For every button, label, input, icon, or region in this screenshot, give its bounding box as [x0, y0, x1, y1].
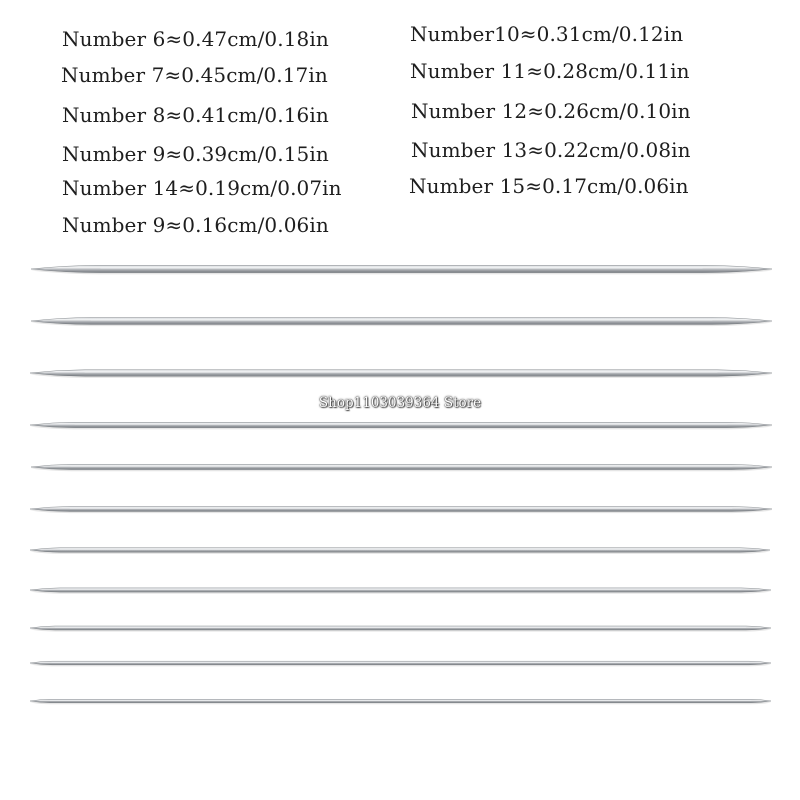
size-label-number-6: Number 6≈0.47cm/0.18in [62, 27, 329, 51]
knitting-needle-5 [31, 464, 772, 469]
knitting-needle-3 [30, 370, 772, 377]
size-label-number-7: Number 7≈0.45cm/0.17in [61, 63, 328, 87]
knitting-needle-4 [30, 422, 772, 428]
knitting-needle-7 [30, 548, 770, 553]
knitting-needle-9 [30, 626, 771, 630]
knitting-needle-11 [30, 699, 771, 702]
knitting-needle-2 [31, 318, 772, 325]
size-label-number-12: Number 12≈0.26cm/0.10in [411, 99, 691, 123]
knitting-needle-8 [30, 588, 771, 592]
size-label-number-9-small: Number 9≈0.16cm/0.06in [62, 213, 329, 237]
size-label-number-8: Number 8≈0.41cm/0.16in [62, 103, 329, 127]
knitting-needle-1 [31, 265, 772, 273]
size-label-number-11: Number 11≈0.28cm/0.11in [410, 59, 690, 83]
knitting-needle-6 [30, 507, 772, 512]
size-label-number-14: Number 14≈0.19cm/0.07in [62, 176, 342, 200]
size-label-number-9: Number 9≈0.39cm/0.15in [62, 142, 329, 166]
size-label-number-13: Number 13≈0.22cm/0.08in [411, 138, 691, 162]
size-label-number-10: Number10≈0.31cm/0.12in [410, 22, 684, 46]
store-watermark: Shop1103039364 Store [318, 395, 482, 411]
size-label-number-15: Number 15≈0.17cm/0.06in [409, 174, 689, 198]
knitting-needle-10 [30, 661, 771, 665]
